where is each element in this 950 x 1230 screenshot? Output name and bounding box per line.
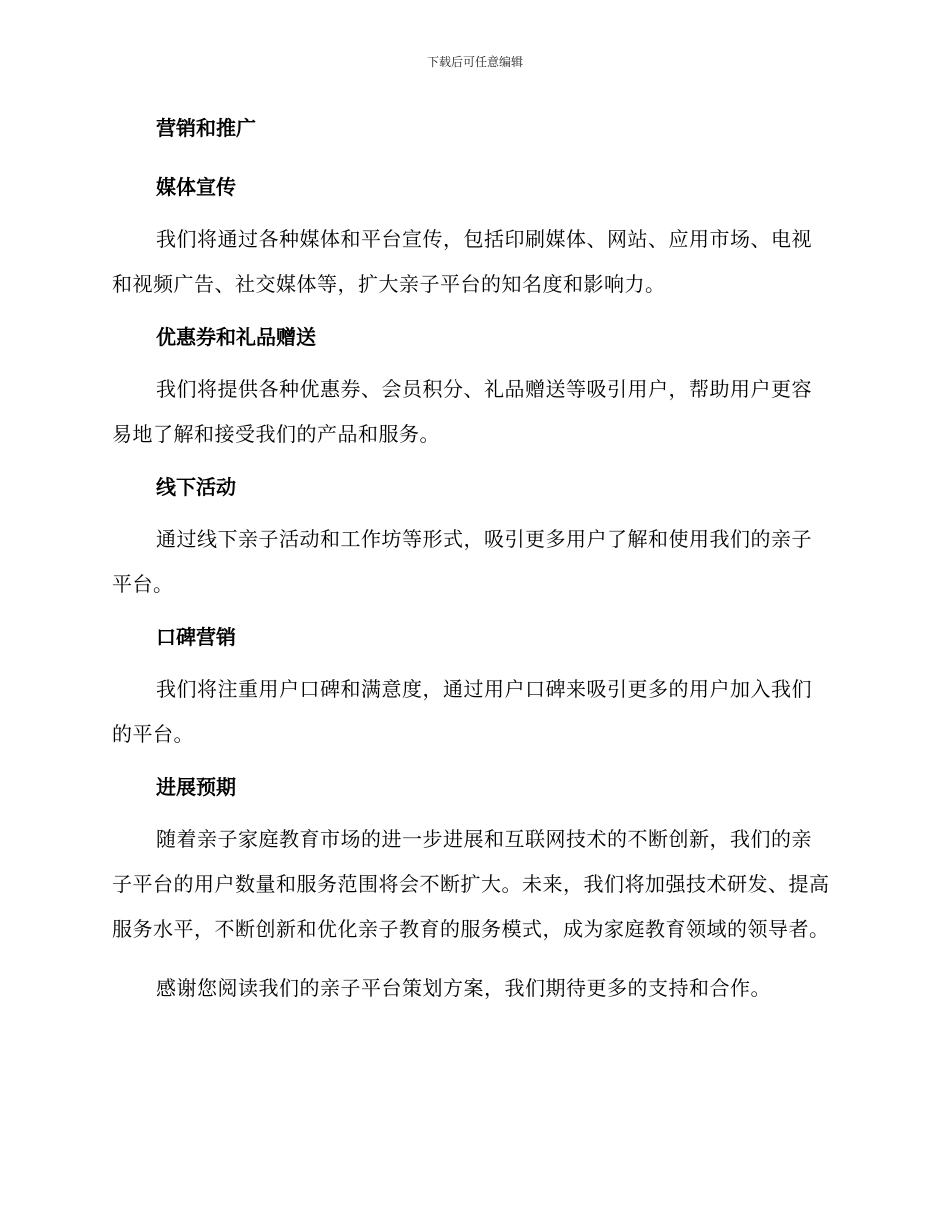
section-heading-offline: 线下活动 bbox=[156, 475, 236, 499]
section-heading-word-of-mouth: 口碑营销 bbox=[156, 625, 236, 649]
section-heading-coupon: 优惠券和礼品赠送 bbox=[156, 325, 316, 349]
document-body bbox=[112, 112, 832, 1011]
section-heading-progress: 进展预期 bbox=[156, 775, 236, 799]
paragraph-word-of-mouth: 我们将注重用户口碑和满意度，通过用户口碑来吸引更多的用户加入我们的平台。 bbox=[112, 677, 812, 746]
paragraph-coupon: 我们将提供各种优惠券、会员积分、礼品赠送等吸引用户，帮助用户更容易地了解和接受我们的产品和服务。 bbox=[112, 377, 812, 446]
page-header-note: 下载后可任意编辑 bbox=[426, 55, 523, 69]
paragraph-progress: 随着亲子家庭教育市场的进一步进展和互联网技术的不断创新，我们的亲子平台的用户数量和服务范围将会不断扩大。未来，我们将加强技术研发、提高服务水平，不断创新和优化亲子教育的服务模式，成为家庭教育领域的领导者。 bbox=[112, 827, 830, 941]
paragraph-media: 我们将通过各种媒体和平台宣传，包括印刷媒体、网站、应用市场、电视和视频广告、社交媒体等，扩大亲子平台的知名度和影响力。 bbox=[112, 227, 812, 296]
paragraph-offline: 通过线下亲子活动和工作坊等形式，吸引更多用户了解和使用我们的亲子平台。 bbox=[112, 527, 812, 596]
paragraph-thanks: 感谢您阅读我们的亲子平台策划方案，我们期待更多的支持和合作。 bbox=[156, 976, 771, 1000]
section-heading-marketing: 营销和推广 bbox=[156, 116, 256, 140]
section-heading-media: 媒体宣传 bbox=[156, 175, 236, 199]
